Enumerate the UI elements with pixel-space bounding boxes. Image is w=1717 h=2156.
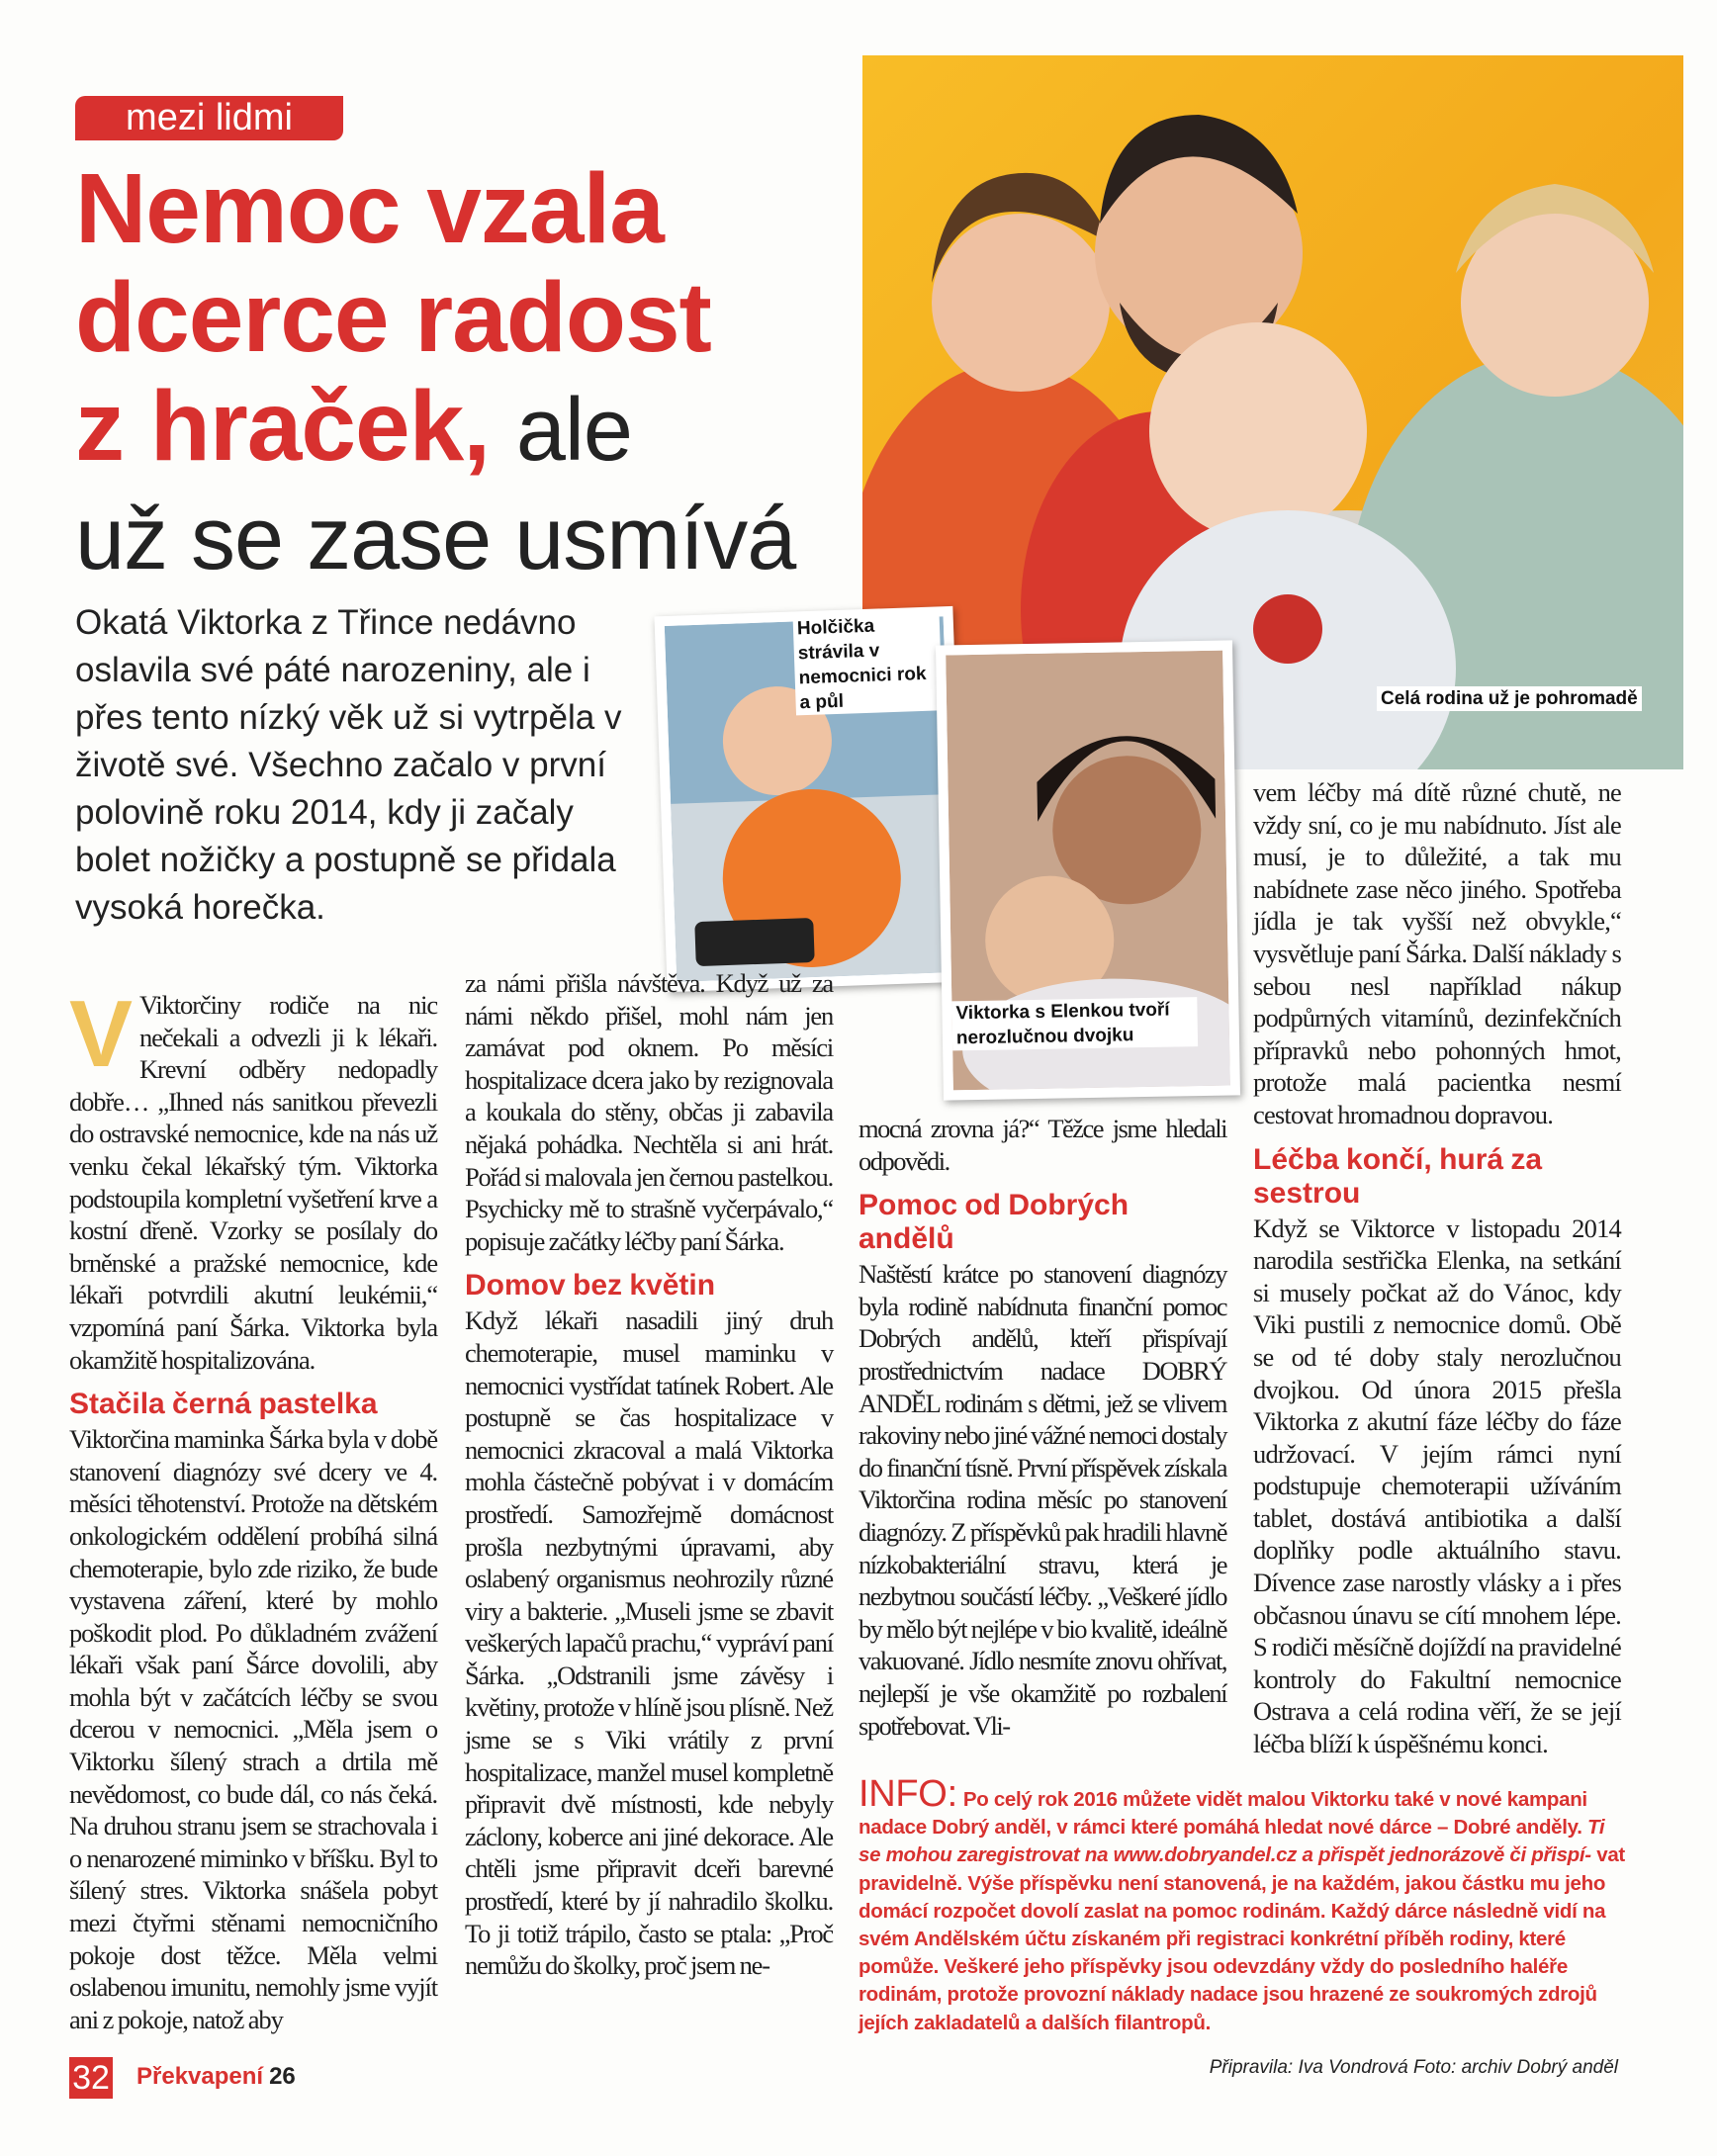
subheading: Pomoc od Dobrých andělů bbox=[858, 1189, 1130, 1256]
magazine-name bbox=[136, 2063, 296, 2091]
headline-line-2: dcerce radost bbox=[75, 262, 711, 373]
issue-number: 26 bbox=[269, 2063, 296, 2090]
headline-line-4: už se zase usmívá bbox=[75, 490, 796, 588]
subheading: Stačila černá pastelka bbox=[69, 1388, 378, 1421]
photo-credit: Připravila: Iva Vondrová Foto: archiv Dobrý anděl bbox=[1209, 2057, 1618, 2078]
caption-hospital: Holčička strávila v nemocnici rok a půl bbox=[793, 611, 943, 715]
paragraph: Když se Viktorce v listopadu 2014 narodila sestřička Elenka, na setkání si musely počkat až do Vánoc, kdy Viki pustili z nemocnice domů. Obě se od té doby staly nerozlučnou dvojkou. Od února 2015 přešla Viktorka z akutní fáze léčby do fáze udržovací. V jejím rámci nyní podstupuje chemoterapii užíváním tablet, dostává antibiotika a další doplňky podle aktuálního stavu. Dívence zase narostly vlásky a i přes občasnou únavu se cítí mnohem lépe. S rodiči měsíčně dojíždí na pravidelné kontroly do Fakultní nemocnice Ostrava a celá rodina věří, že se její léčba blíží k úspěšnému konci. bbox=[1253, 1213, 1621, 1759]
subheading: Domov bez květin bbox=[465, 1269, 716, 1303]
article-column-3 bbox=[858, 1113, 1226, 1742]
paragraph: mocná zrovna já?“ Těžce jsme hledali odpovědi. bbox=[858, 1114, 1226, 1176]
paragraph: Když lékaři nasadili jiný druh chemoterapie, musel maminku v nemocnici vystřídat tatínek Robert. Ale postupně se čas hospitalizace v nemocnici zkracoval a malá Viktorka mohla částečně pobývat i v domácím prostředí. Samozřejmě domácnost prošla nezbytnými úpravami, aby oslabený organismus neohrozily různé viry a bakterie. „Museli jsme se zbavit veškerých lapačů prachu,“ vypráví paní Šárka. „Odstranili jsme závěsy i květiny, protože v hlíně jsou plísně. Než jsme se s Viki vrátily z první hospitalizace, manžel musel kompletně připravit dvě místnosti, kde nebyly záclony, koberce ani jiné dekorace. Ale chtěli jsme připravit dceři barevné prostředí, které by jí nahradilo školku. To ji totiž trápilo, často se ptala: „Proč nemůžu do školky, proč jsem ne- bbox=[465, 1305, 833, 1981]
paragraph: Naštěstí krátce po stanovení diagnózy byla rodině nabídnuta finanční pomoc Dobrých andělů, kteří přispívají prostřednictvím nadace DOBRÝ ANDĚL rodinám s dětmi, jež se vlivem rakoviny nebo jiné vážné nemoci dostaly do finanční tísně. První příspěvek získala Viktorčina rodina měsíc po stanovení diagnózy. Z příspěvků pak hradili hlavně nízkobakteriální stravu, která je nezbytnou součástí léčby. „Veškeré jídlo by mělo být nejlépe v bio kvalitě, ideálně vakuované. Jídlo nesmíte znovu ohřívat, nejlepší je vše okamžitě po rozbalení spotřebovat. Vli- bbox=[858, 1259, 1226, 1741]
headline-line-3 bbox=[75, 372, 866, 485]
info-label: INFO: bbox=[858, 1773, 957, 1815]
paragraph: Viktorčina maminka Šárka byla v době stanovení diagnózy své dcery ve 4. měsíci těhotenství. Protože na dětském onkologickém oddělení probíhá silná chemoterapie, bylo zde riziko, že bude vystavena záření, které by mohlo poškodit plod. Po důkladném zvážení lékaři však paní Šárce dovolili, aby mohla být v začátcích léčby se svou dcerou v nemocnici. „Měla jsem o Viktorku šílený strach a drtila mě nevědomost, co bude dál, co nás čeká. Na druhou stranu jsem se strachovala i o nenarozené miminko v bříšku. Byl to šílený stres. Viktorka snášela pobyt mezi čtyřmi stěnami nemocničního pokoje dost těžce. Měla velmi oslabenou imunitu, nemohly jsme vyjít ani z pokoje, natož aby bbox=[69, 1424, 437, 2034]
paragraph: za námi přišla návštěva. Když už za námi někdo přišel, mohl nám jen zamávat pod oknem. Po měsíci hospitalizace dcera jako by rezignovala a koukala do stěny, občas ji zabavila nějaká pohádka. Nechtěla si ani hrát. Pořád si malovala jen černou pastelkou. Psychicky mě to strašně vyčerpávalo,“ popisuje začátky léčby paní Šárka. bbox=[465, 968, 833, 1256]
article-column-2 bbox=[465, 967, 833, 1982]
hospital-photo bbox=[654, 606, 965, 992]
article-column-1 bbox=[69, 981, 437, 2035]
intro-paragraph: Okatá Viktorka z Třince nedávno oslavila své páté narozeniny, ale i přes tento nízký věk už si vytrpěla v životě své. Všechno začalo v první polovině roku 2014, kdy ji začaly bolet nožičky a postupně se přidala vysoká horečka. bbox=[75, 603, 622, 927]
subheading: Léčba končí, hurá za sestrou bbox=[1253, 1142, 1543, 1210]
headline bbox=[75, 154, 866, 593]
paragraph: vem léčby má dítě různé chutě, ne vždy sní, co je mu nabídnuto. Jíst ale musí, je to důležité, a tak mu nabídnete zase něco jiného. Spotřeba jídla je tak vyšší než obvykle,“ vysvětluje paní Šárka. Další náklady s sebou nesl například nákup podpůrných vitamínů, dezinfekčních přípravků nebo pohonných hmot, protože malá pacientka nesmí cestovat hromadnou dopravou. bbox=[1253, 777, 1621, 1129]
drop-letter: V bbox=[69, 981, 132, 1087]
article-column-4 bbox=[1253, 776, 1621, 1760]
caption-family: Celá rodina už je pohromadě bbox=[1377, 686, 1642, 711]
headline-line-1: Nemoc vzala bbox=[75, 153, 664, 264]
info-box bbox=[858, 1773, 1625, 2037]
headline-red-part: z hraček, bbox=[75, 371, 491, 482]
section-tag: mezi lidmi bbox=[75, 96, 343, 140]
page-number: 32 bbox=[69, 2057, 113, 2099]
caption-sisters: Viktorka s Elenkou tvoří nerozlučnou dvojku bbox=[951, 997, 1198, 1050]
headline-dark-part: ale bbox=[515, 381, 632, 480]
info-text: Po celý rok 2016 můžete vidět malou Viktorku také v nové kampani nadace Dobrý anděl, v rámci které pomáhá hledat nové dárce – Dobré anděly. bbox=[858, 1788, 1587, 1840]
paragraph: Viktorčiny rodiče na nic nečekali a odvezli ji k lékaři. Krevní odběry nedopadly dobře… „Ihned nás sanitkou převezli do ostravské nemocnice, kde na nás už venku čekal lékařský tým. Viktorka podstoupila kompletní vyšetření krve a kostní dřeně. Vzorky se posílaly do brněnské a pražské nemocnice, kde lékaři potvrdili akutní leukémii,“ vzpomíná paní Šárka. Viktorka byla okamžitě hospitalizována. bbox=[69, 990, 437, 1375]
magazine-title: Překvapení bbox=[136, 2063, 264, 2090]
sisters-photo bbox=[936, 640, 1240, 1100]
info-text-italic: Ti se mohou zaregistrovat na www.dobryandel.cz a přispět jednorázově či přispí- bbox=[858, 1816, 1605, 1867]
info-text-2: vat pravidelně. Výše příspěvku není stanovená, je na každém, jakou částku mu jeho domácí rozpočet dovolí zaslat na pomoc rodinám. Každý dárce následně vidí na svém Andělském účtu získaném při registraci konkrétní příběh rodiny, které pomůže. Veškeré jeho příspěvky jsou odevzdány vždy do posledního haléře rodinám, protože provozní náklady nadace jsou hrazené ze soukromých zdrojů jejích zakladatelů a dalších filantropů. bbox=[858, 1843, 1625, 2034]
